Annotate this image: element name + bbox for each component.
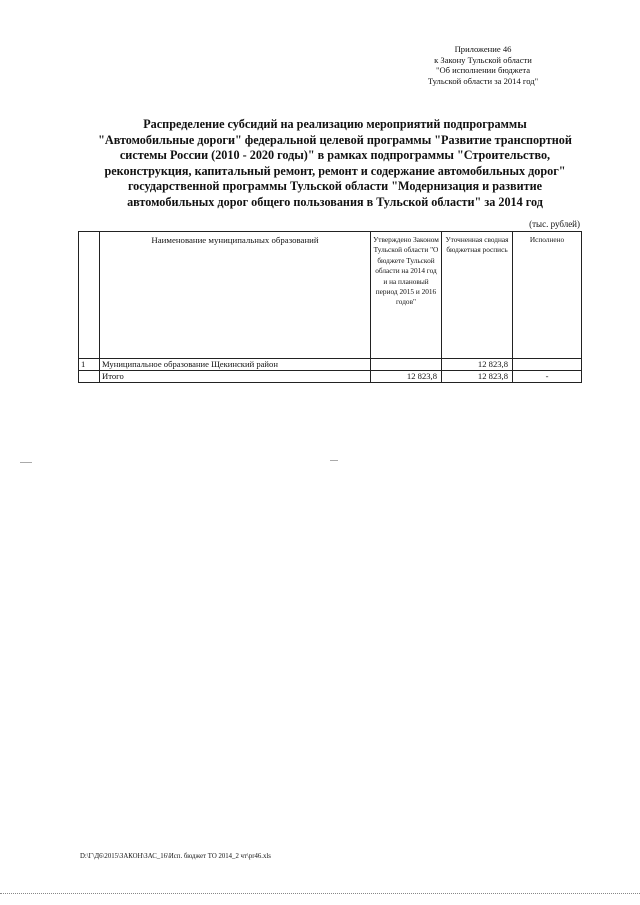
- subsidy-table: [78, 231, 582, 383]
- header-refined: Уточненная сводная бюджетная роспись: [442, 232, 513, 359]
- scan-artifact-line: [20, 462, 32, 463]
- title-line-6: автомобильных дорог общего пользования в Тульской области" за 2014 год: [127, 194, 543, 209]
- scan-bottom-edge: [0, 893, 640, 894]
- scan-artifact-line: [330, 460, 338, 461]
- title-line-5: государственной программы Тульской области "Модернизация и развитие: [127, 179, 543, 193]
- cell-num: 1: [79, 359, 100, 371]
- file-path-footer: D:\Г\Д6\2015\ЗАКОН\ЗАС_16\Исп. бюджет ТО 2014_2 чт\pr46.xls: [80, 853, 271, 860]
- document-title: [70, 117, 600, 210]
- cell-approved: 12 823,8: [371, 371, 442, 383]
- cell-executed: -: [513, 371, 582, 383]
- appendix-line-2: к Закону Тульской области: [434, 54, 532, 65]
- appendix-line-1: Приложение 46: [454, 44, 512, 54]
- header-name: Наименование муниципальных образований: [100, 232, 371, 359]
- header-approved: Утверждено Законом Тульской области "О бюджете Тульской области на 2014 год и на плановый период 2015 и 2016 годов": [371, 232, 442, 359]
- header-executed: Исполнено: [513, 232, 582, 359]
- appendix-block: [404, 44, 562, 86]
- title-line-3: системы России (2010 - 2020 годы)" в рамках подпрограммы "Строительство,: [119, 148, 551, 162]
- cell-num: [79, 371, 100, 383]
- title-line-1: Распределение субсидий на реализацию мероприятий подпрограммы: [143, 117, 527, 131]
- cell-refined: 12 823,8: [442, 359, 513, 371]
- cell-refined: 12 823,8: [442, 371, 513, 383]
- table-row-total: [79, 371, 582, 383]
- title-line-4: реконструкция, капитальный ремонт, ремонт и содержание автомобильных дорог": [104, 163, 566, 178]
- title-line-2: "Автомобильные дороги" федеральной целевой программы "Развитие транспортной: [98, 132, 572, 147]
- appendix-line-4: Тульской области за 2014 год": [427, 75, 539, 86]
- table-row: [79, 359, 582, 371]
- table-header-row: [79, 232, 582, 359]
- header-num: [79, 232, 100, 359]
- cell-name: Муниципальное образование Щекинский район: [100, 359, 371, 371]
- cell-name: Итого: [100, 371, 371, 383]
- cell-approved: [371, 359, 442, 371]
- appendix-line-3: "Об исполнении бюджета: [435, 65, 531, 76]
- cell-executed: [513, 359, 582, 371]
- units-label: (тыс. рублей): [529, 219, 580, 229]
